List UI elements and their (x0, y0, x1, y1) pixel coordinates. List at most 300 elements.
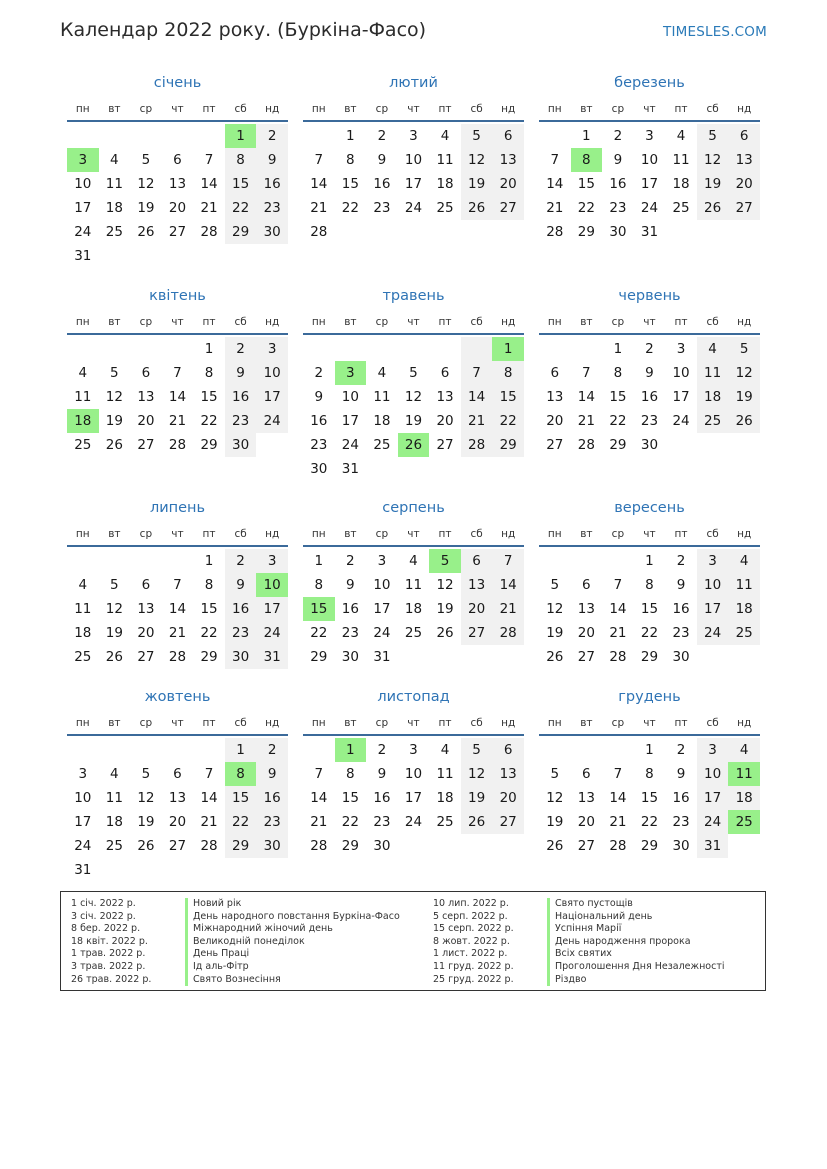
day-cell: 31 (697, 834, 729, 858)
day-cell: 5 (141, 152, 151, 168)
empty-cell (67, 738, 99, 762)
day-cell: 26 (461, 810, 493, 834)
weekday-label: чт (171, 717, 184, 729)
day-cell: 24 (697, 810, 729, 834)
day-cell: 18 (728, 786, 760, 810)
day-cell: 24 (373, 625, 391, 641)
day-cell: 3 (645, 128, 654, 144)
weekday-label: пн (75, 528, 90, 540)
day-cell: 29 (200, 437, 218, 453)
day-cell: 19 (461, 786, 493, 810)
day-cell: 7 (613, 766, 623, 782)
day-cell: 14 (200, 790, 218, 806)
day-cell: 25 (373, 437, 391, 453)
day-cell: 25 (74, 437, 92, 453)
empty-cell (99, 124, 131, 148)
day-cell: 13 (436, 389, 454, 405)
empty-cell (602, 738, 634, 762)
day-cell: 20 (546, 413, 564, 429)
weekday-label: пт (202, 316, 216, 328)
day-cell: 23 (672, 625, 690, 641)
day-cell: 5 (697, 124, 729, 148)
day-cell: 9 (613, 152, 623, 168)
day-cell: 20 (728, 172, 760, 196)
day-cell: 11 (404, 577, 423, 593)
weekday-label: ср (139, 103, 153, 115)
day-cell: 27 (577, 649, 595, 665)
day-cell: 15 (640, 601, 659, 617)
weekday-header (539, 524, 760, 544)
day-grid (67, 738, 288, 882)
day-cell: 15 (341, 790, 359, 806)
day-cell: 9 (256, 148, 288, 172)
day-cell: 6 (461, 549, 493, 573)
weekday-label: вт (108, 316, 121, 328)
month-name: грудень (618, 689, 681, 705)
day-cell: 30 (310, 461, 328, 477)
weekday-label: пт (674, 316, 688, 328)
weekday-label: пн (75, 316, 90, 328)
empty-cell (130, 124, 162, 148)
weekday-label: ср (611, 528, 625, 540)
day-cell: 5 (728, 337, 760, 361)
weekday-label: сб (706, 717, 719, 729)
day-cell: 19 (728, 385, 760, 409)
holiday-day-cell: 11 (728, 762, 760, 786)
holiday-day-cell: 1 (225, 124, 257, 148)
month-name: травень (382, 288, 445, 304)
weekday-label: ср (375, 316, 389, 328)
weekday-label: сб (470, 316, 483, 328)
weekday-label: пт (202, 103, 216, 115)
month-divider (67, 120, 288, 122)
day-cell: 2 (613, 128, 623, 144)
legend-holiday-date: 26 трав. 2022 р. (71, 973, 152, 985)
weekday-label: нд (501, 316, 516, 328)
day-cell: 1 (613, 341, 623, 357)
month-name: квітень (149, 288, 206, 304)
day-cell: 22 (640, 625, 659, 641)
day-cell: 4 (78, 365, 88, 381)
day-cell: 28 (200, 838, 218, 854)
day-cell: 26 (105, 437, 123, 453)
day-cell: 12 (546, 601, 564, 617)
month-name: березень (614, 75, 685, 91)
empty-cell (67, 337, 99, 361)
day-cell: 5 (550, 577, 560, 593)
empty-cell (67, 124, 99, 148)
day-cell: 5 (110, 577, 119, 593)
day-cell: 1 (346, 128, 355, 144)
day-cell: 18 (672, 176, 690, 192)
day-cell: 3 (409, 742, 418, 758)
holiday-day-cell: 8 (571, 148, 603, 172)
day-grid (539, 337, 760, 457)
day-cell: 11 (74, 601, 92, 617)
legend-holiday-name: Свято Вознесіння (185, 974, 400, 987)
day-cell: 22 (310, 625, 328, 641)
day-cell: 17 (373, 601, 391, 617)
empty-cell (429, 337, 461, 361)
weekday-label: ср (139, 316, 153, 328)
weekday-label: вт (344, 316, 357, 328)
day-cell: 8 (645, 766, 654, 782)
empty-cell (130, 337, 162, 361)
day-cell: 15 (577, 176, 595, 192)
day-cell: 12 (546, 790, 564, 806)
weekday-label: вт (108, 528, 121, 540)
day-grid (303, 337, 524, 481)
weekday-header (67, 713, 288, 733)
day-cell: 23 (341, 625, 359, 641)
weekday-label: сб (706, 316, 719, 328)
day-cell: 21 (461, 409, 493, 433)
day-cell: 4 (110, 766, 119, 782)
day-cell: 17 (74, 200, 92, 216)
day-cell: 16 (341, 601, 359, 617)
day-cell: 26 (546, 649, 564, 665)
day-cell: 9 (377, 152, 387, 168)
day-cell: 27 (137, 437, 155, 453)
weekday-label: вт (344, 528, 357, 540)
day-cell: 2 (377, 742, 387, 758)
day-cell: 28 (461, 433, 493, 457)
day-cell: 14 (310, 790, 328, 806)
weekday-label: ср (139, 717, 153, 729)
day-cell: 10 (697, 762, 729, 786)
day-cell: 11 (436, 152, 454, 168)
day-cell: 17 (640, 176, 659, 192)
legend-left-dates (71, 898, 151, 986)
holiday-day-cell: 8 (225, 762, 257, 786)
weekday-header (539, 713, 760, 733)
day-cell: 23 (640, 413, 659, 429)
month-block (539, 686, 760, 858)
day-cell: 16 (256, 786, 288, 810)
day-cell: 24 (672, 413, 690, 429)
day-cell: 22 (200, 413, 218, 429)
day-cell: 7 (204, 152, 214, 168)
day-grid (303, 124, 524, 244)
day-cell: 6 (440, 365, 450, 381)
day-cell: 13 (577, 790, 595, 806)
day-cell: 5 (461, 738, 493, 762)
day-cell: 8 (204, 577, 214, 593)
day-cell: 3 (78, 766, 88, 782)
day-cell: 20 (577, 814, 595, 830)
weekday-label: чт (407, 103, 420, 115)
day-cell: 19 (546, 814, 564, 830)
day-cell: 29 (577, 224, 595, 240)
day-cell: 8 (492, 361, 524, 385)
day-cell: 25 (672, 200, 690, 216)
day-cell: 3 (676, 341, 686, 357)
day-cell: 24 (640, 200, 659, 216)
day-cell: 3 (697, 738, 729, 762)
empty-cell (539, 337, 571, 361)
month-divider (67, 734, 288, 736)
weekday-label: вт (580, 103, 593, 115)
day-cell: 20 (168, 814, 187, 830)
weekday-header (67, 524, 288, 544)
day-cell: 8 (314, 577, 324, 593)
day-cell: 3 (697, 549, 729, 573)
legend-holiday-name: Національний день (547, 911, 725, 924)
day-cell: 28 (609, 649, 627, 665)
month-block (303, 686, 524, 858)
day-cell: 19 (436, 601, 454, 617)
day-cell: 23 (373, 814, 391, 830)
day-cell: 11 (672, 152, 690, 168)
holiday-day-cell: 5 (429, 549, 461, 573)
day-cell: 26 (697, 196, 729, 220)
day-cell: 18 (373, 413, 391, 429)
day-cell: 13 (137, 389, 155, 405)
day-cell: 2 (225, 549, 257, 573)
day-grid (539, 738, 760, 858)
day-cell: 21 (546, 200, 564, 216)
weekday-label: чт (643, 717, 656, 729)
day-cell: 25 (105, 838, 123, 854)
day-cell: 12 (461, 762, 493, 786)
weekday-label: сб (706, 528, 719, 540)
empty-cell (162, 337, 194, 361)
empty-cell (193, 738, 225, 762)
day-cell: 15 (341, 176, 359, 192)
weekday-label: пн (75, 717, 90, 729)
day-cell: 16 (640, 389, 659, 405)
day-cell: 6 (492, 124, 524, 148)
day-cell: 14 (577, 389, 595, 405)
weekday-label: сб (234, 316, 247, 328)
day-cell: 13 (728, 148, 760, 172)
day-cell: 7 (314, 152, 324, 168)
day-cell: 15 (640, 790, 659, 806)
day-cell: 16 (225, 597, 257, 621)
day-cell: 6 (550, 365, 560, 381)
day-cell: 17 (672, 389, 690, 405)
month-divider (67, 333, 288, 335)
day-grid (67, 549, 288, 669)
day-cell: 11 (74, 389, 92, 405)
month-name: серпень (382, 500, 445, 516)
day-cell: 6 (582, 766, 591, 782)
day-cell: 12 (404, 389, 423, 405)
day-cell: 20 (436, 413, 454, 429)
day-grid (539, 549, 760, 669)
weekday-label: пт (202, 528, 216, 540)
day-cell: 26 (436, 625, 454, 641)
day-cell: 16 (373, 176, 391, 192)
day-cell: 27 (461, 621, 493, 645)
month-block (67, 497, 288, 669)
holiday-day-cell: 15 (303, 597, 335, 621)
day-cell: 26 (461, 196, 493, 220)
weekday-label: вт (580, 528, 593, 540)
day-cell: 6 (173, 766, 182, 782)
empty-cell (539, 124, 571, 148)
day-cell: 12 (697, 148, 729, 172)
day-cell: 4 (409, 553, 418, 569)
legend-holiday-name: Різдво (547, 974, 725, 987)
site-link[interactable]: TIMESLES.COM (663, 24, 767, 40)
day-cell: 4 (110, 152, 119, 168)
day-cell: 14 (546, 176, 564, 192)
weekday-label: сб (706, 103, 719, 115)
month-name: січень (153, 75, 202, 91)
weekday-label: чт (643, 528, 656, 540)
day-cell: 10 (74, 176, 92, 192)
empty-cell (303, 124, 335, 148)
day-cell: 13 (577, 601, 595, 617)
day-cell: 4 (377, 365, 387, 381)
legend-right-dates (433, 898, 514, 986)
holiday-day-cell: 18 (67, 409, 99, 433)
weekday-label: нд (737, 717, 752, 729)
day-cell: 21 (609, 814, 627, 830)
day-cell: 21 (310, 200, 328, 216)
day-cell: 23 (609, 200, 627, 216)
day-cell: 13 (546, 389, 564, 405)
weekday-label: пн (547, 717, 562, 729)
day-cell: 20 (137, 413, 155, 429)
day-cell: 10 (697, 573, 729, 597)
empty-cell (99, 337, 131, 361)
day-cell: 7 (173, 365, 182, 381)
day-cell: 29 (609, 437, 627, 453)
weekday-label: пн (547, 103, 562, 115)
legend-right-names (547, 898, 725, 986)
day-cell: 30 (225, 433, 257, 457)
day-cell: 30 (640, 437, 659, 453)
day-cell: 9 (346, 577, 355, 593)
day-grid (539, 124, 760, 244)
month-block (67, 72, 288, 268)
day-cell: 11 (105, 790, 123, 806)
day-cell: 7 (550, 152, 560, 168)
day-cell: 21 (200, 814, 218, 830)
empty-cell (67, 549, 99, 573)
weekday-header (67, 99, 288, 119)
day-cell: 17 (256, 385, 288, 409)
weekday-label: нд (265, 316, 280, 328)
day-cell: 6 (141, 365, 151, 381)
weekday-label: чт (171, 103, 184, 115)
day-cell: 28 (200, 224, 218, 240)
day-cell: 28 (609, 838, 627, 854)
month-divider (303, 545, 524, 547)
day-cell: 13 (461, 573, 493, 597)
weekday-label: нд (265, 717, 280, 729)
empty-cell (193, 124, 225, 148)
month-name: листопад (377, 689, 450, 705)
day-cell: 22 (640, 814, 659, 830)
weekday-label: пн (547, 316, 562, 328)
empty-cell (162, 124, 194, 148)
weekday-label: пн (311, 316, 326, 328)
day-cell: 26 (546, 838, 564, 854)
day-cell: 25 (697, 409, 729, 433)
month-name: червень (618, 288, 681, 304)
day-cell: 22 (225, 196, 257, 220)
day-cell: 9 (225, 573, 257, 597)
weekday-header (303, 312, 524, 332)
day-cell: 21 (577, 413, 595, 429)
day-cell: 10 (404, 766, 423, 782)
legend-holiday-name: День народного повстання Буркіна-Фасо (185, 911, 400, 924)
weekday-label: нд (501, 103, 516, 115)
day-cell: 14 (609, 790, 627, 806)
day-cell: 14 (609, 601, 627, 617)
month-name: вересень (614, 500, 685, 516)
month-block (303, 497, 524, 669)
day-cell: 19 (546, 625, 564, 641)
day-cell: 5 (110, 365, 119, 381)
day-cell: 23 (256, 810, 288, 834)
day-cell: 16 (373, 790, 391, 806)
weekday-label: пт (438, 528, 452, 540)
day-cell: 29 (341, 838, 359, 854)
day-cell: 1 (582, 128, 591, 144)
month-divider (539, 734, 760, 736)
weekday-label: пн (75, 103, 90, 115)
weekday-label: нд (737, 103, 752, 115)
day-grid (303, 549, 524, 669)
day-cell: 25 (74, 649, 92, 665)
holiday-day-cell: 10 (256, 573, 288, 597)
day-cell: 24 (256, 621, 288, 645)
legend-holiday-name: Проголошення Дня Незалежності (547, 961, 725, 974)
weekday-label: чт (171, 316, 184, 328)
day-cell: 15 (492, 385, 524, 409)
empty-cell (602, 549, 634, 573)
day-cell: 25 (728, 621, 760, 645)
day-cell: 18 (105, 814, 123, 830)
weekday-label: пт (674, 528, 688, 540)
day-cell: 14 (310, 176, 328, 192)
day-cell: 30 (672, 838, 690, 854)
empty-cell (335, 337, 367, 361)
day-cell: 20 (492, 786, 524, 810)
day-cell: 15 (225, 786, 257, 810)
legend-holiday-name: День народження пророка (547, 936, 725, 949)
month-block (303, 72, 524, 244)
day-cell: 25 (105, 224, 123, 240)
weekday-label: ср (611, 103, 625, 115)
weekday-label: нд (501, 528, 516, 540)
month-divider (539, 545, 760, 547)
day-cell: 30 (341, 649, 359, 665)
month-block (539, 497, 760, 669)
legend-holiday-date: 1 лист. 2022 р. (433, 948, 508, 960)
day-cell: 29 (200, 649, 218, 665)
day-cell: 30 (373, 838, 391, 854)
day-cell: 27 (492, 196, 524, 220)
day-cell: 10 (341, 389, 359, 405)
day-cell: 6 (141, 577, 151, 593)
day-cell: 14 (168, 389, 187, 405)
month-divider (539, 120, 760, 122)
day-cell: 10 (74, 790, 92, 806)
day-cell: 13 (168, 790, 187, 806)
day-cell: 23 (672, 814, 690, 830)
day-cell: 22 (492, 409, 524, 433)
holiday-day-cell: 1 (335, 738, 367, 762)
day-cell: 1 (645, 553, 654, 569)
day-cell: 25 (436, 814, 454, 830)
day-cell: 20 (492, 172, 524, 196)
day-cell: 18 (697, 385, 729, 409)
